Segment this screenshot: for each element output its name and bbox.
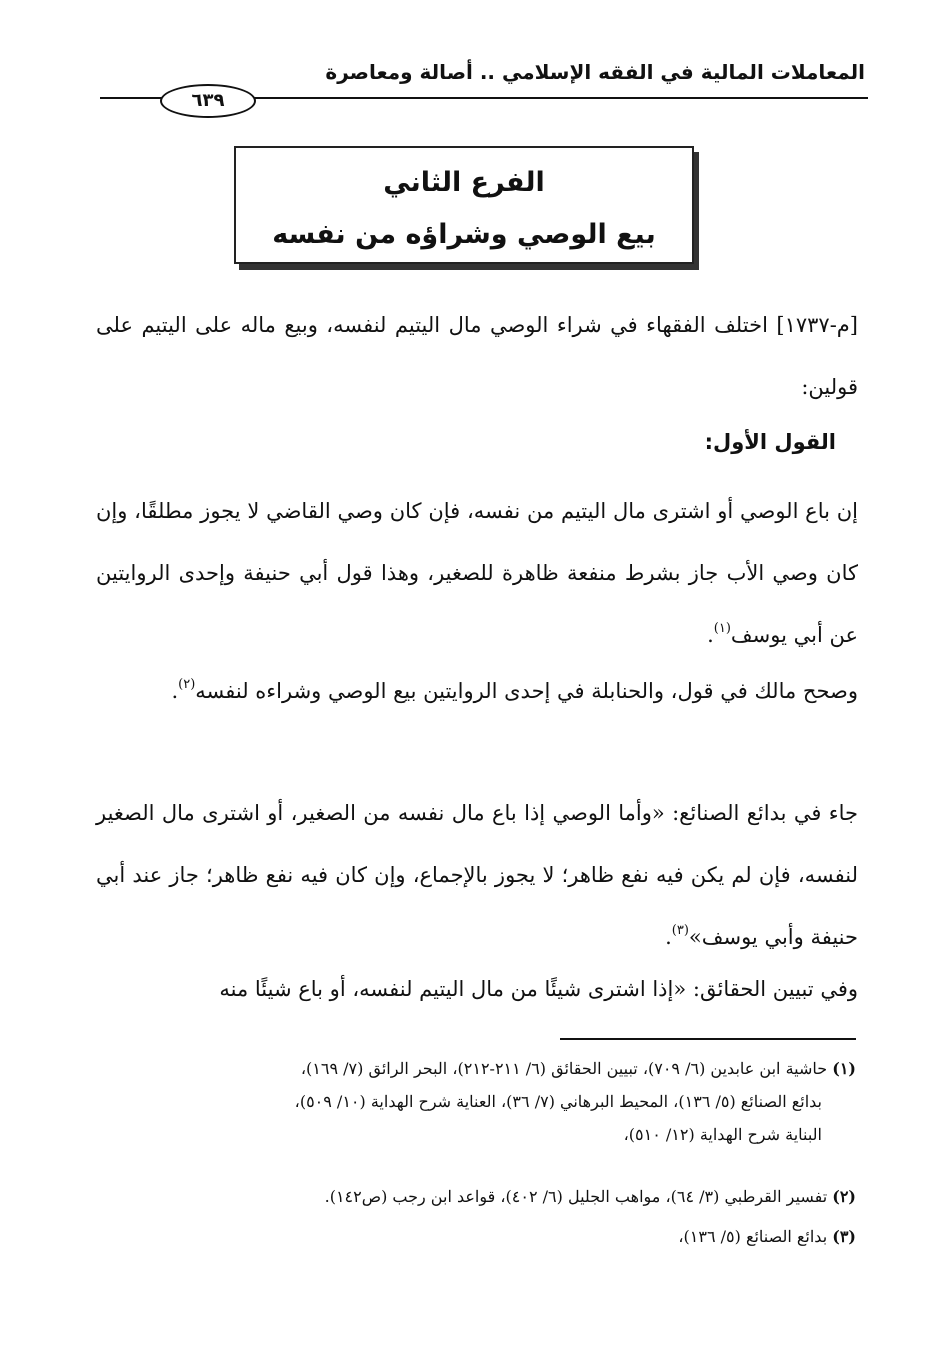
section-title-line2: بيع الوصي وشراؤه من نفسه (272, 219, 656, 250)
paragraph-3-text: وصحح مالك في قول، والحنابلة في إحدى الروايتين بيع الوصي وشراءه لنفسه (195, 679, 858, 703)
paragraph-4-end: . (665, 925, 672, 949)
footnote-1-text1: حاشية ابن عابدين (٦/ ٧٠٩)، تبيين الحقائق (٦/ ٢١١-٢١٢)، البحر الرائق (٧/ ١٦٩)، (300, 1059, 828, 1078)
footnote-separator (560, 1038, 856, 1040)
footnote-2 (96, 1180, 856, 1213)
paragraph-2 (96, 480, 858, 666)
paragraph-4-text: جاء في بدائع الصنائع: «وأما الوصي إذا باع مال نفسه من الصغير، أو اشترى مال الصغير لنفسه، فإن لم يكن فيه نفع ظاهر؛ لا يجوز بالإجماع، وإن كان فيه نفع ظاهر؛ جاز عند أبي حنيفة وأبي يوسف» (96, 801, 858, 949)
footnote-2-number: (٢) (832, 1187, 856, 1206)
paragraph-2-end: . (707, 623, 714, 647)
footnote-ref-1: (١) (713, 621, 731, 636)
footnote-1-line1 (301, 1059, 856, 1078)
footnote-1-line3: البناية شرح الهداية (١٢/ ٥١٠)، (623, 1125, 822, 1144)
footnote-2-text: تفسير القرطبي (٣/ ٦٤)، مواهب الجليل (٦/ ٤٠٢)، قواعد ابن رجب (ص١٤٢). (324, 1187, 828, 1206)
paragraph-1: [م-١٧٣٧] اختلف الفقهاء في شراء الوصي مال اليتيم لنفسه، وبيع ماله على اليتيم على قولين: (96, 313, 858, 399)
page-number: ٦٣٩ (160, 84, 256, 118)
paragraph-4 (96, 782, 858, 968)
footnote-3-text: بدائع الصنائع (٥/ ١٣٦)، (678, 1227, 828, 1246)
paragraph-3 (96, 660, 858, 722)
footnote-3 (96, 1220, 856, 1253)
paragraph-2-text: إن باع الوصي أو اشترى مال اليتيم من نفسه، فإن كان وصي القاضي لا يجوز مطلقًا، وإن كان وصي الأب جاز بشرط منفعة ظاهرة للصغير، وهذا قول أبي حنيفة وإحدى الروايتين عن أبي يوسف (96, 499, 858, 647)
section-title-box (234, 146, 694, 264)
paragraph-3-end: . (171, 679, 179, 703)
footnote-3-number: (٣) (832, 1227, 856, 1246)
first-opinion-heading: القول الأول: (704, 430, 836, 454)
paragraph-5: وفي تبيين الحقائق: «إذا اشترى شيئًا من مال اليتيم لنفسه، أو باع شيئًا منه (219, 977, 858, 1001)
footnote-1-number: (١) (832, 1059, 856, 1078)
running-title: المعاملات المالية في الفقه الإسلامي .. أصالة ومعاصرة (325, 60, 865, 84)
footnote-ref-3: (٣) (671, 923, 689, 938)
footnote-ref-2: (٢) (178, 677, 196, 692)
footnote-1-line2: بدائع الصنائع (٥/ ١٣٦)، المحيط البرهاني (٧/ ٣٦)، العناية شرح الهداية (١٠/ ٥٠٩)، (294, 1092, 822, 1111)
footnote-1 (96, 1052, 856, 1151)
section-title-line1: الفرع الثاني (383, 167, 545, 198)
